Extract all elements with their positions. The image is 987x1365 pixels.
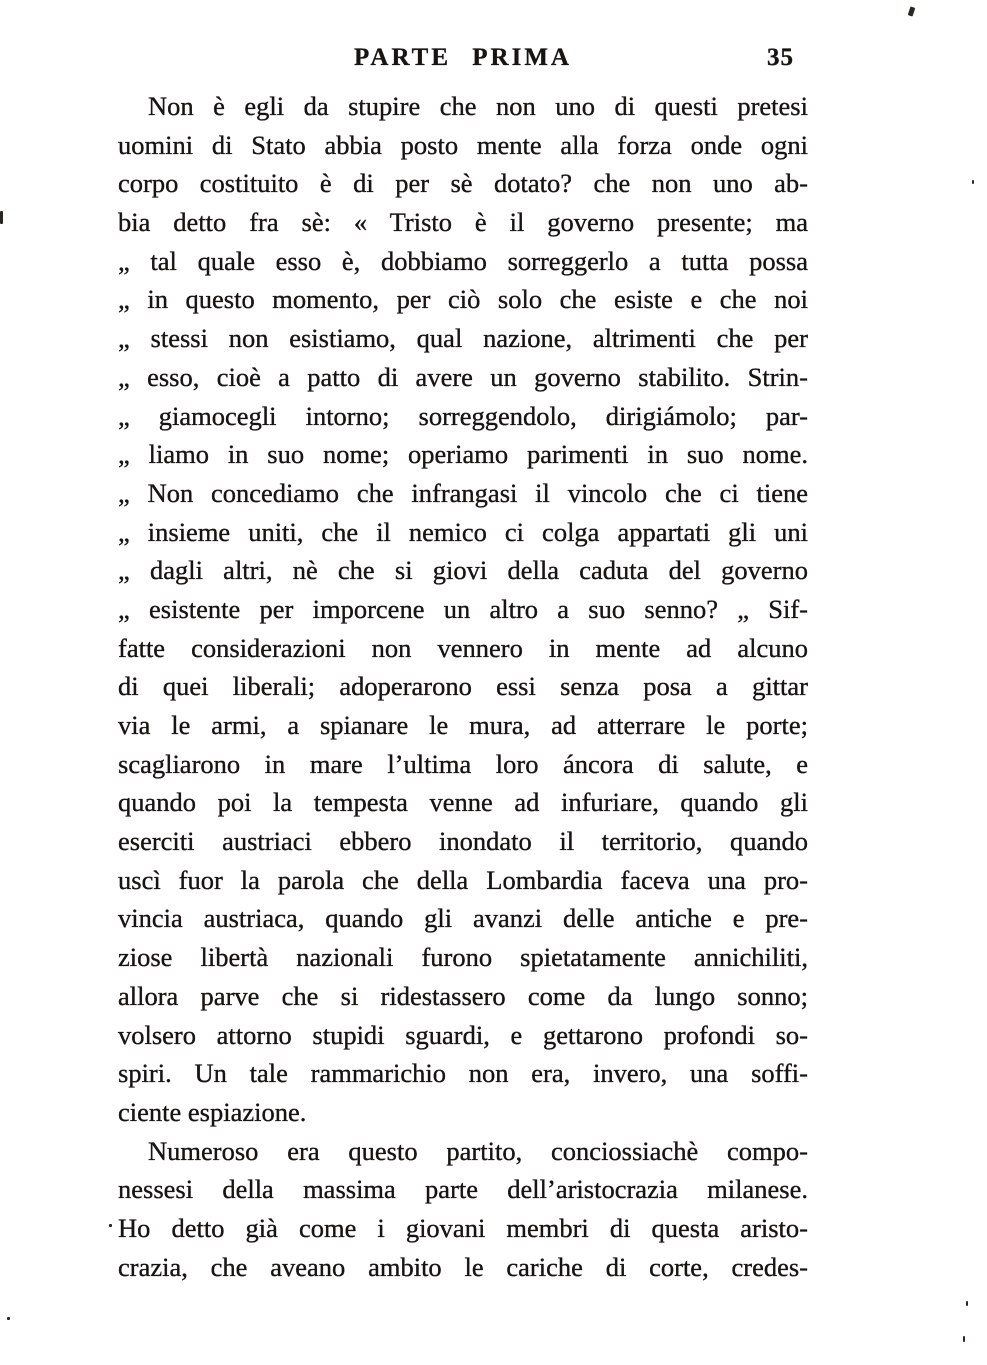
text-line: „ esistente per imporcene un altro a suo senno? „ Sif- bbox=[118, 593, 808, 624]
text-line: Ho detto già come i giovani membri di questa aristo- bbox=[118, 1212, 808, 1243]
text-line: ziose libertà nazionali furono spietatamente annichiliti, bbox=[118, 942, 808, 973]
text-line: „ insieme uniti, che il nemico ci colga appartati gli uni bbox=[118, 516, 808, 547]
text-line: via le armi, a spianare le mura, ad atterrare le porte; bbox=[118, 710, 808, 740]
text-line: uomini di Stato abbia posto mente alla forza onde ogni bbox=[118, 129, 808, 160]
text-line: „ tal quale esso è, dobbiamo sorreggerlo a tutta possa bbox=[118, 245, 808, 276]
text-line: eserciti austriaci ebbero inondato il territorio, quando bbox=[118, 826, 808, 857]
text-line: „ liamo in suo nome; operiamo parimenti in suo nome. bbox=[118, 439, 808, 470]
text-line: Numeroso era questo partito, conciossiachè compo- bbox=[148, 1135, 808, 1166]
text-line: vincia austriaca, quando gli avanzi delle antiche e pre- bbox=[118, 903, 808, 934]
text-line: volsero attorno stupidi sguardi, e gettarono profondi so- bbox=[118, 1019, 808, 1050]
text-line: fatte considerazioni non vennero in mente ad alcuno bbox=[118, 632, 808, 663]
scan-speck bbox=[0, 211, 3, 224]
text-line: „ Non concediamo che infrangasi il vincolo che ci tiene bbox=[118, 477, 808, 508]
running-header bbox=[118, 44, 808, 76]
text-line: bia detto fra sè: « Tristo è il governo presente; ma bbox=[118, 207, 808, 238]
text-line: „ esso, cioè a patto di avere un governo stabilito. Strin- bbox=[118, 361, 808, 392]
scan-speck bbox=[966, 1301, 968, 1306]
text-line: spiri. Un tale rammarichio non era, invero, una soffi- bbox=[118, 1058, 808, 1089]
text-line: scagliarono in mare l’ultima loro áncora di salute, e bbox=[118, 748, 808, 779]
page-number: 35 bbox=[767, 44, 794, 71]
text-line: allora parve che si ridestassero come da lungo sonno; bbox=[118, 980, 808, 1011]
text-line: Non è egli da stupire che non uno di questi pretesi bbox=[148, 91, 808, 121]
text-line: „ giamocegli intorno; sorreggendolo, dirigiámolo; par- bbox=[118, 400, 808, 431]
text-line: „ stessi non esistiamo, qual nazione, altrimenti che per bbox=[118, 323, 808, 354]
text-line: „ in questo momento, per ciò solo che esiste e che noi bbox=[118, 284, 808, 315]
scan-speck bbox=[908, 6, 916, 16]
text-line: crazia, che aveano ambito le cariche di corte, credes- bbox=[118, 1251, 808, 1282]
text-line: quando poi la tempesta venne ad infuriare, quando gli bbox=[118, 787, 808, 818]
text-line: nessesi della massima parte dell’aristocrazia milanese. bbox=[118, 1174, 808, 1205]
text-line: ciente espiazione. bbox=[118, 1096, 307, 1127]
text-block bbox=[118, 87, 808, 1286]
scan-speck bbox=[7, 1317, 10, 1320]
text-line: di quei liberali; adoperarono essi senza posa a gittar bbox=[118, 671, 808, 702]
text-line: corpo costituito è di per sè dotato? che non uno ab- bbox=[118, 168, 808, 199]
scan-speck bbox=[972, 180, 974, 184]
text-line: uscì fuor la parola che della Lombardia faceva una pro- bbox=[118, 864, 808, 895]
section-title: PARTE PRIMA bbox=[354, 44, 572, 71]
text-line: „ dagli altri, nè che si giovi della caduta del governo bbox=[118, 555, 808, 586]
scan-speck bbox=[963, 1336, 965, 1342]
scan-speck bbox=[109, 1224, 112, 1227]
